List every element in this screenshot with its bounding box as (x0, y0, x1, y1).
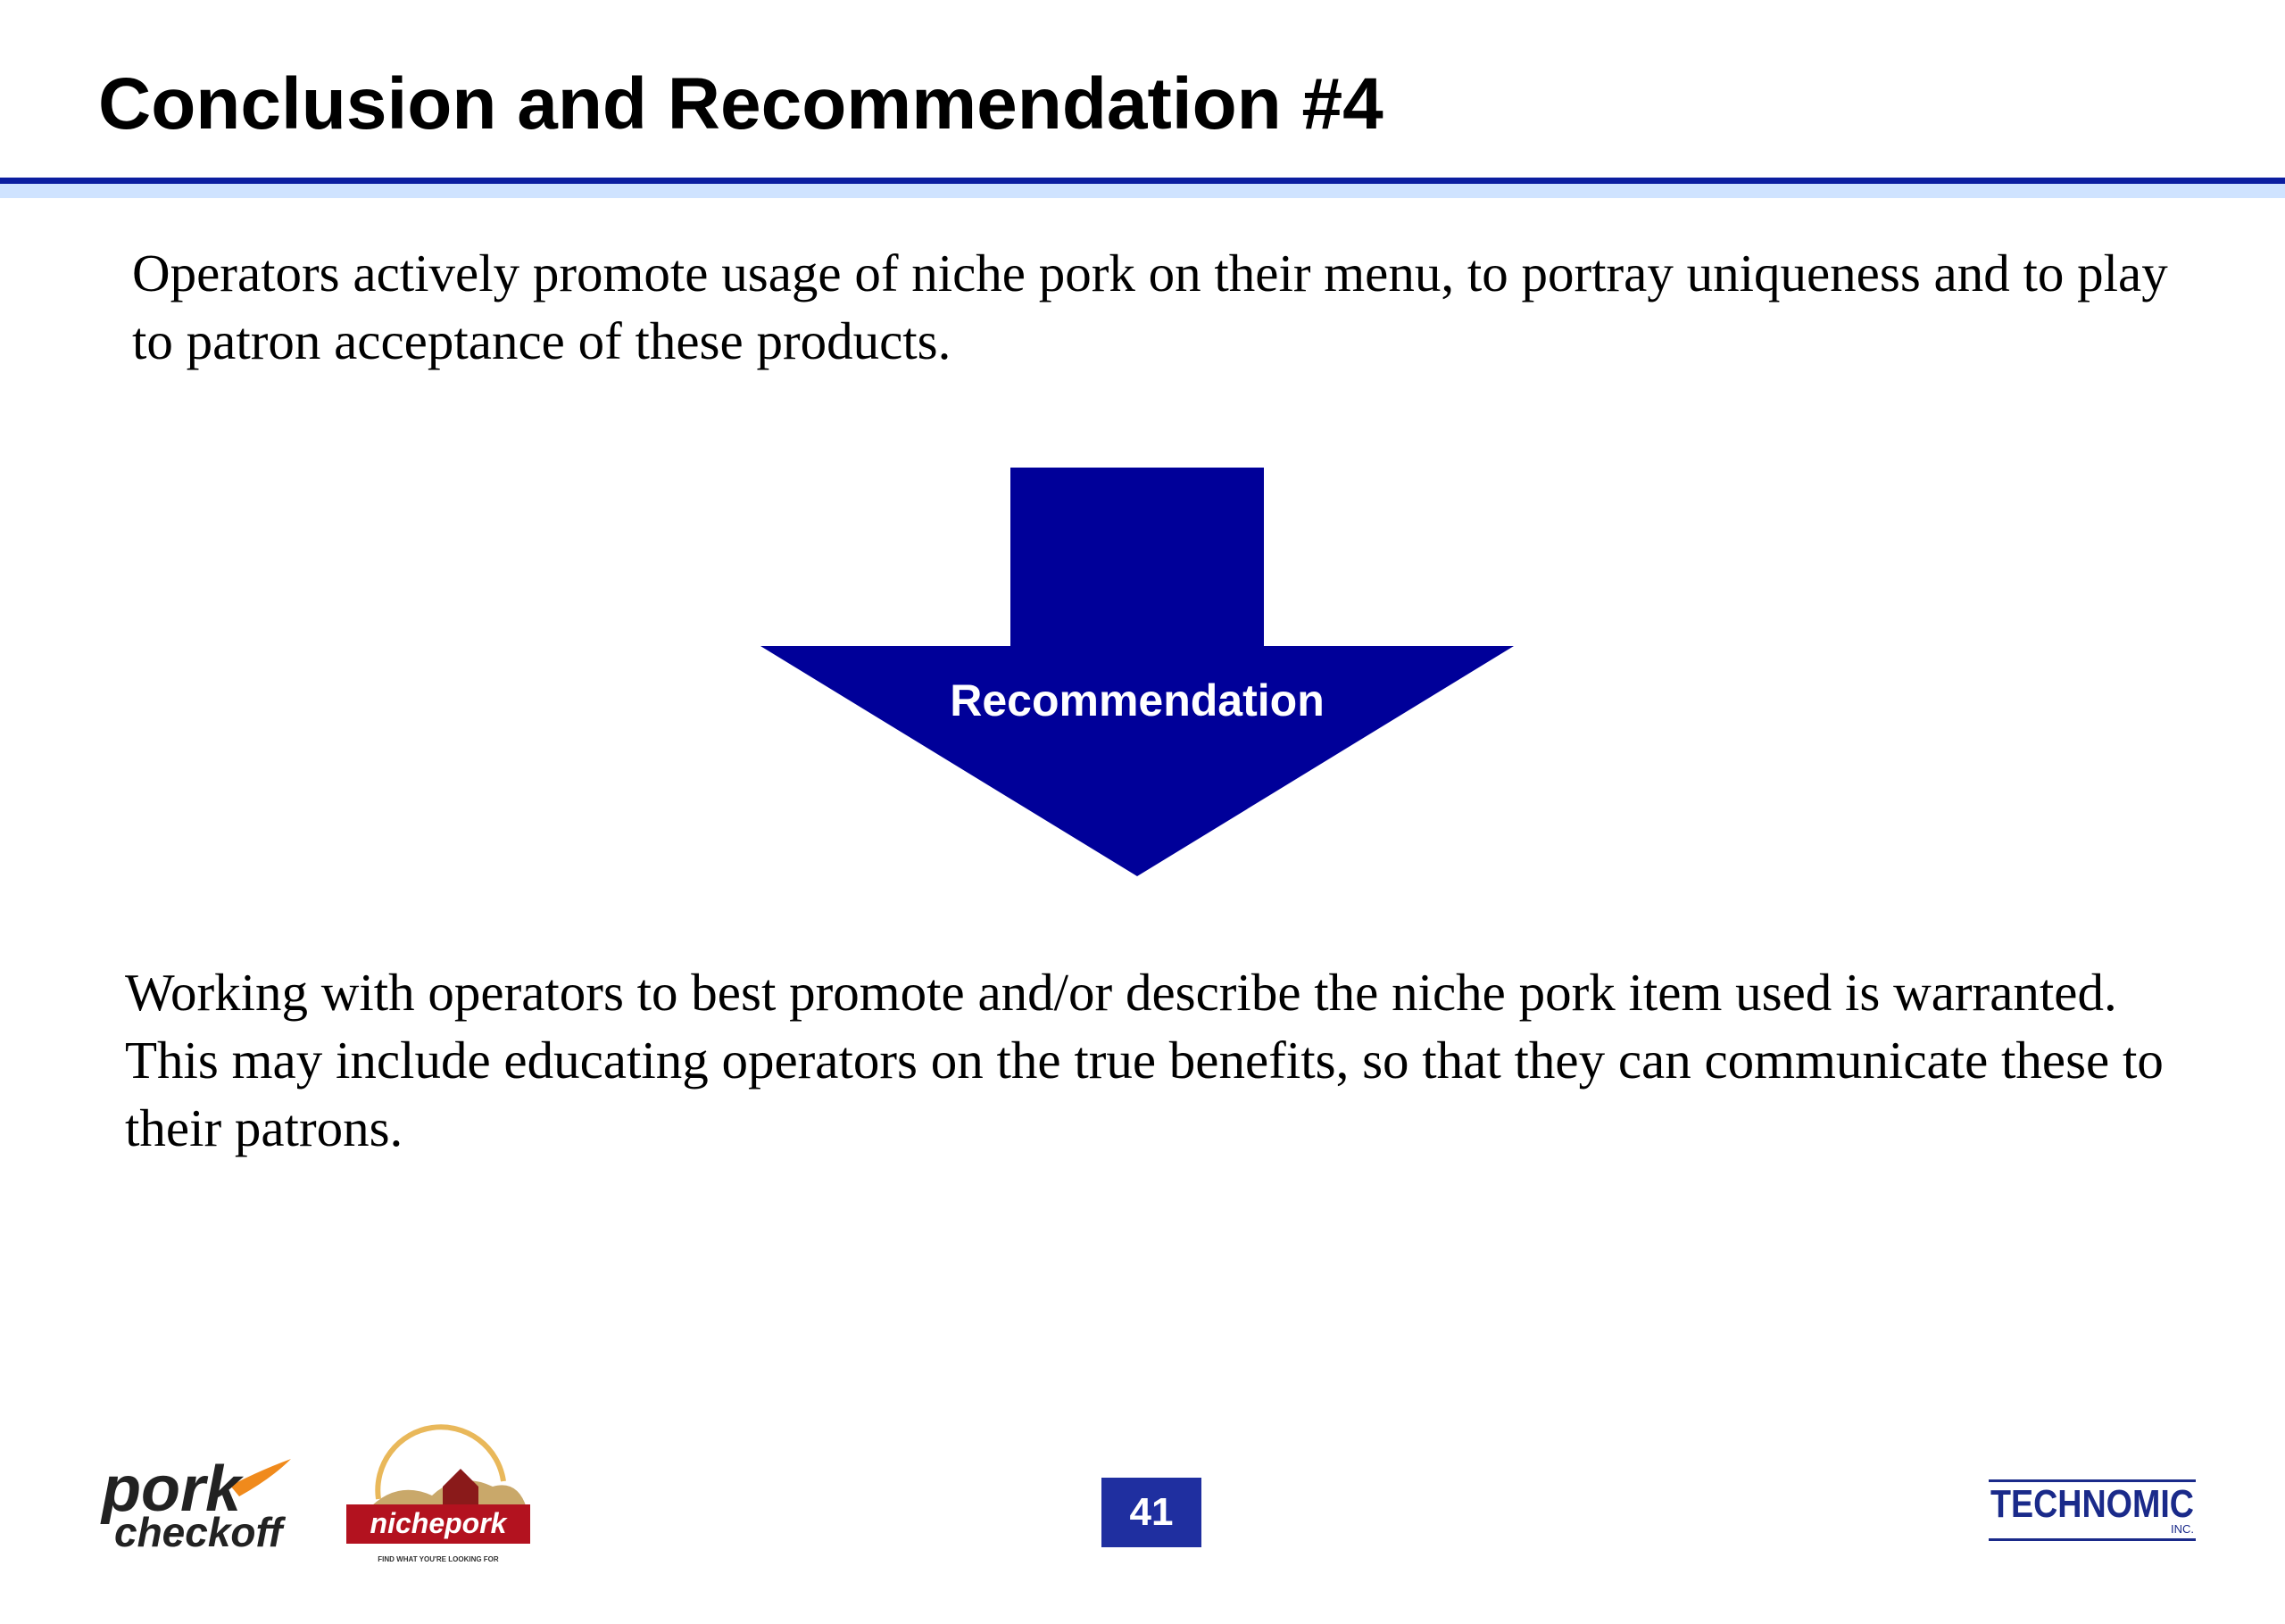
technomic-logo (1987, 1478, 2198, 1549)
niche-pork-word: nichepork (370, 1507, 507, 1539)
pork-checkoff-logo (96, 1450, 298, 1557)
arrow-label: Recommendation (950, 675, 1325, 725)
technomic-word: TECHNOMIC (1990, 1482, 2194, 1526)
recommendation-arrow (760, 468, 1514, 876)
niche-pork-tagline: FIND WHAT YOU'RE LOOKING FOR (378, 1555, 499, 1563)
slide-title: Conclusion and Recommendation #4 (98, 63, 1383, 145)
conclusion-text: Operators actively promote usage of niche pork on their menu, to portray uniqueness and to play to patron acceptance of these products. (132, 244, 2168, 370)
recommendation-text: Working with operators to best promote and/or describe the niche pork item used is warranted. This may include educating operators on the true benefits, so that they can communicate these to their patrons. (125, 963, 2164, 1157)
pork-logo-word: pork (102, 1454, 242, 1525)
title-divider-shadow (0, 184, 2285, 198)
barn-icon (443, 1469, 478, 1504)
title-divider (0, 178, 2285, 184)
page-number-badge: 41 (1101, 1478, 1201, 1547)
technomic-bottom-rule (1989, 1538, 2196, 1541)
down-arrow-shape (760, 468, 1514, 876)
checkoff-logo-word: checkoff (114, 1509, 283, 1555)
niche-pork-logo (343, 1428, 537, 1570)
technomic-inc: INC. (2171, 1522, 2194, 1536)
